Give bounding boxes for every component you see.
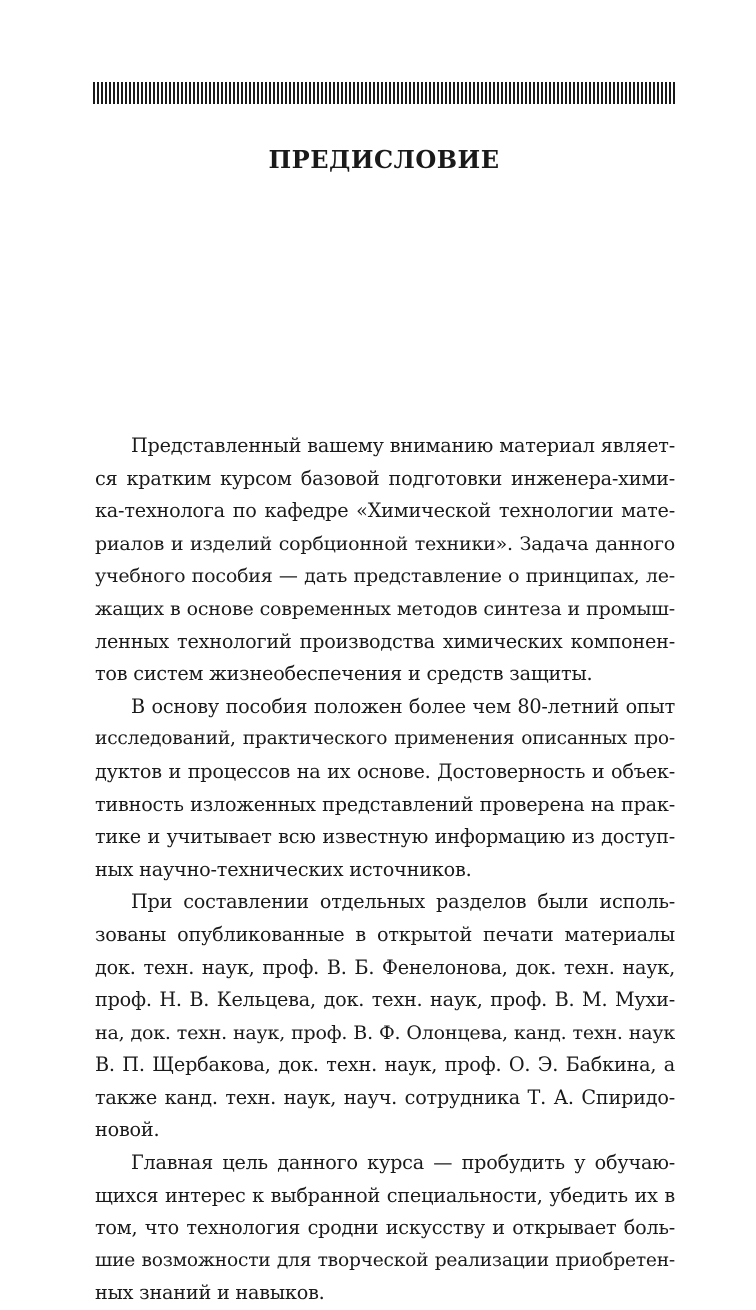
body-text [95,430,675,1310]
text-line: ных научно-технических источников. [95,857,472,881]
text-line: щихся интерес к выбранной специальности, убедить их в [95,1183,675,1207]
paragraph-3 [95,886,675,1147]
text-line: жащих в основе современных методов синтеза и промыш- [95,597,675,620]
text-line: ка-технолога по кафедре «Химической технологии мате- [95,499,675,523]
text-line: том, что технология сродни искусству и открывает боль- [95,1216,675,1240]
text-line: шие возможности для творческой реализации приобретен- [95,1249,675,1271]
text-line: Главная цель данного курса — пробудить у обучаю- [131,1151,675,1175]
paragraph-1 [95,430,675,691]
text-line: риалов и изделий сорбционной техники». Задача данного [95,532,675,555]
text-line: учебного пособия — дать представление о принципах, ле- [95,565,675,588]
paragraph-2 [95,691,675,887]
text-line: зованы опубликованные в открытой печати материалы [95,922,675,946]
text-line: ных знаний и навыков. [95,1281,325,1305]
page-title: ПРЕДИСЛОВИЕ [268,145,500,174]
text-line: Представленный вашему вниманию материал являет- [131,434,675,457]
text-line: док. техн. наук, проф. В. Б. Фенелонова, док. техн. наук, [95,955,675,979]
paragraph-4 [95,1147,675,1310]
text-line: В. П. Щербакова, док. техн. наук, проф. О. Э. Бабкина, а [95,1053,675,1077]
text-line: При составлении отдельных разделов были исполь- [131,890,675,914]
text-line: исследований, практического применения описанных про- [95,728,675,750]
text-line: дуктов и процессов на их основе. Достоверность и объек- [95,759,675,783]
text-line: В основу пособия положен более чем 80-летний опыт [131,694,675,718]
text-line: проф. Н. В. Кельцева, док. техн. наук, проф. В. М. Мухи- [95,988,675,1012]
decorative-rule [93,82,675,104]
text-line: ленных технологий производства химических компонен- [95,629,675,653]
text-line: на, док. техн. наук, проф. В. Ф. Олонцева, канд. техн. наук [95,1021,675,1044]
text-line: ся кратким курсом базовой подготовки инженера-хими- [95,466,675,490]
text-line: тике и учитывает всю известную информацию из доступ- [95,825,675,849]
text-line: тивность изложенных представлений проверена на прак- [95,792,675,816]
text-line: новой. [95,1118,160,1142]
text-line: тов систем жизнеобеспечения и средств защиты. [95,662,593,686]
text-line: также канд. техн. наук, науч. сотрудника Т. А. Спиридо- [95,1085,675,1109]
